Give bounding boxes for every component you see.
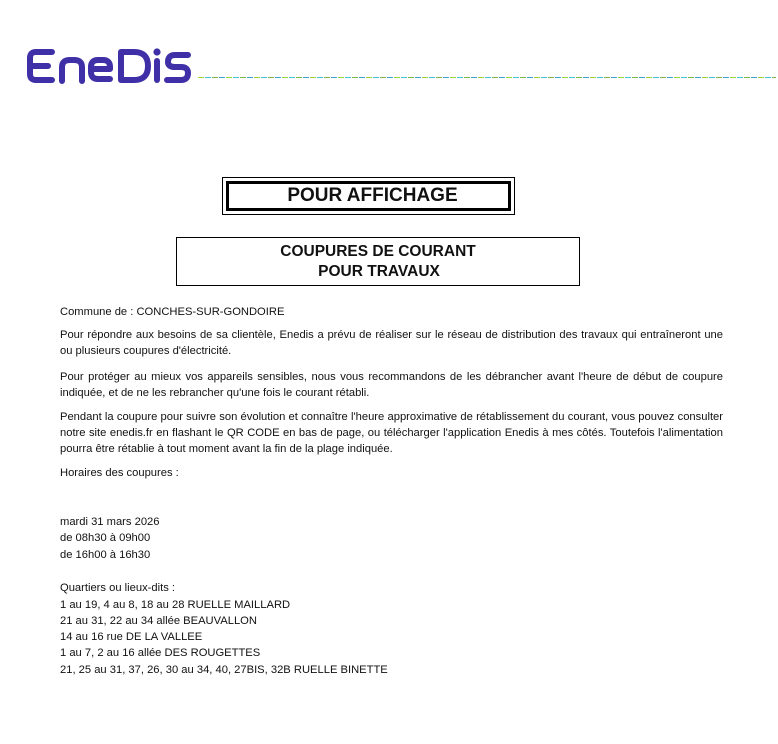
notice-title-box — [176, 237, 580, 286]
schedule-slot: de 16h00 à 16h30 — [60, 549, 151, 561]
locations-heading: Quartiers ou lieux-dits : — [60, 582, 176, 594]
enedis-logo — [26, 46, 192, 86]
logo-text: ENEDIS — [26, 46, 30, 47]
location-item: 21, 25 au 31, 37, 26, 30 au 34, 40, 27BIS, 32B RUELLE BINETTE — [60, 664, 388, 676]
notice-title-line2: POUR TRAVAUX — [318, 262, 440, 280]
schedule-heading: Horaires des coupures : — [60, 467, 179, 479]
display-header-box — [222, 177, 515, 215]
location-item: 14 au 16 rue DE LA VALLEE — [60, 631, 203, 643]
location-item: 1 au 7, 2 au 16 allée DES ROUGETTES — [60, 647, 261, 659]
schedule-date: mardi 31 mars 2026 — [60, 516, 160, 528]
paragraph-advice: Pour protéger au mieux vos appareils sensibles, nous vous recommandons de les débrancher avant l'heure de début de coupure indiquée, et de ne les rebrancher qu'une fois le courant rétabli. — [60, 371, 723, 399]
location-item: 21 au 31, 22 au 34 allée BEAUVALLON — [60, 615, 257, 627]
paragraph-info: Pendant la coupure pour suivre son évolution et connaître l'heure approximative de rétablissement du courant, vous pouvez consulter notre site enedis.fr en flashant le QR CODE en bas de page, ou télécharger l'application Enedis à mes côtés. Toutefois l'alimentation pourra être rétablie à tout moment avant la fin de la plage indiquée. — [60, 411, 723, 455]
display-header: POUR AFFICHAGE — [226, 181, 511, 211]
location-item: 1 au 19, 4 au 8, 18 au 28 RUELLE MAILLARD — [60, 599, 291, 611]
paragraph-intro: Pour répondre aux besoins de sa clientèle, Enedis a prévu de réaliser sur le réseau de distribution des travaux qui entraîneront une ou plusieurs coupures d'électricité. — [60, 329, 723, 357]
schedule-slot: de 08h30 à 09h00 — [60, 532, 151, 544]
notice-title-line1: COUPURES DE COURANT — [280, 242, 476, 260]
commune-label: Commune de : CONCHES-SUR-GONDOIRE — [60, 306, 285, 318]
decorative-dotted-line — [198, 76, 776, 80]
